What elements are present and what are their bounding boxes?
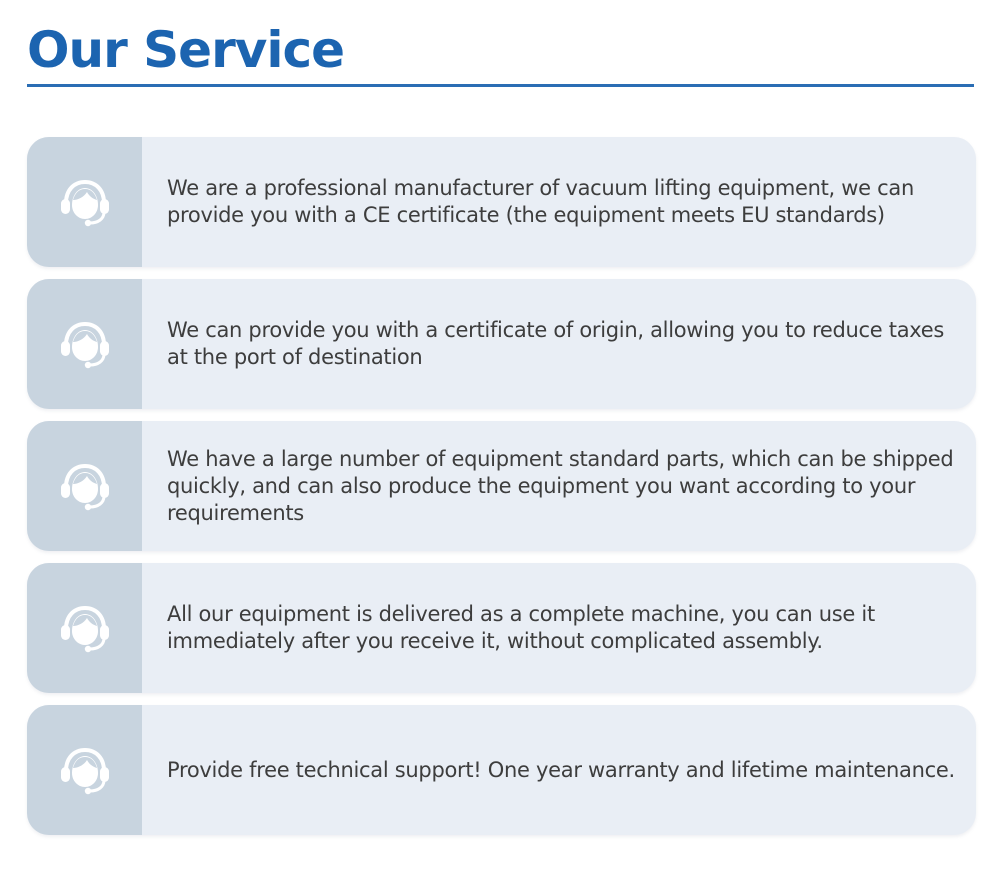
service-icon-panel <box>27 421 142 551</box>
service-text: All our equipment is delivered as a complete machine, you can use it immediately after you receive it, without complicated assembly. <box>167 602 875 653</box>
service-card <box>27 137 976 267</box>
service-text: We have a large number of equipment standard parts, which can be shipped quickly, and can also produce the equipment you want according to your requirements <box>167 446 954 525</box>
service-icon-panel <box>27 563 142 693</box>
customer-service-headset-icon <box>57 742 113 798</box>
service-list <box>27 137 976 847</box>
service-icon-panel <box>27 705 142 835</box>
page-title: Our Service <box>27 21 345 79</box>
service-card <box>27 421 976 551</box>
service-card <box>27 705 976 835</box>
service-text: We can provide you with a certificate of origin, allowing you to reduce taxes at the port of destination <box>167 318 945 369</box>
customer-service-headset-icon <box>57 600 113 656</box>
service-card <box>27 279 976 409</box>
service-icon-panel <box>27 137 142 267</box>
customer-service-headset-icon <box>57 174 113 230</box>
service-text: We are a professional manufacturer of vacuum lifting equipment, we can provide you with a CE certificate (the equipment meets EU standards) <box>167 176 914 227</box>
customer-service-headset-icon <box>57 458 113 514</box>
service-icon-panel <box>27 279 142 409</box>
customer-service-headset-icon <box>57 316 113 372</box>
service-card <box>27 563 976 693</box>
title-divider <box>27 84 974 87</box>
service-text: Provide free technical support! One year warranty and lifetime maintenance. <box>167 757 955 782</box>
